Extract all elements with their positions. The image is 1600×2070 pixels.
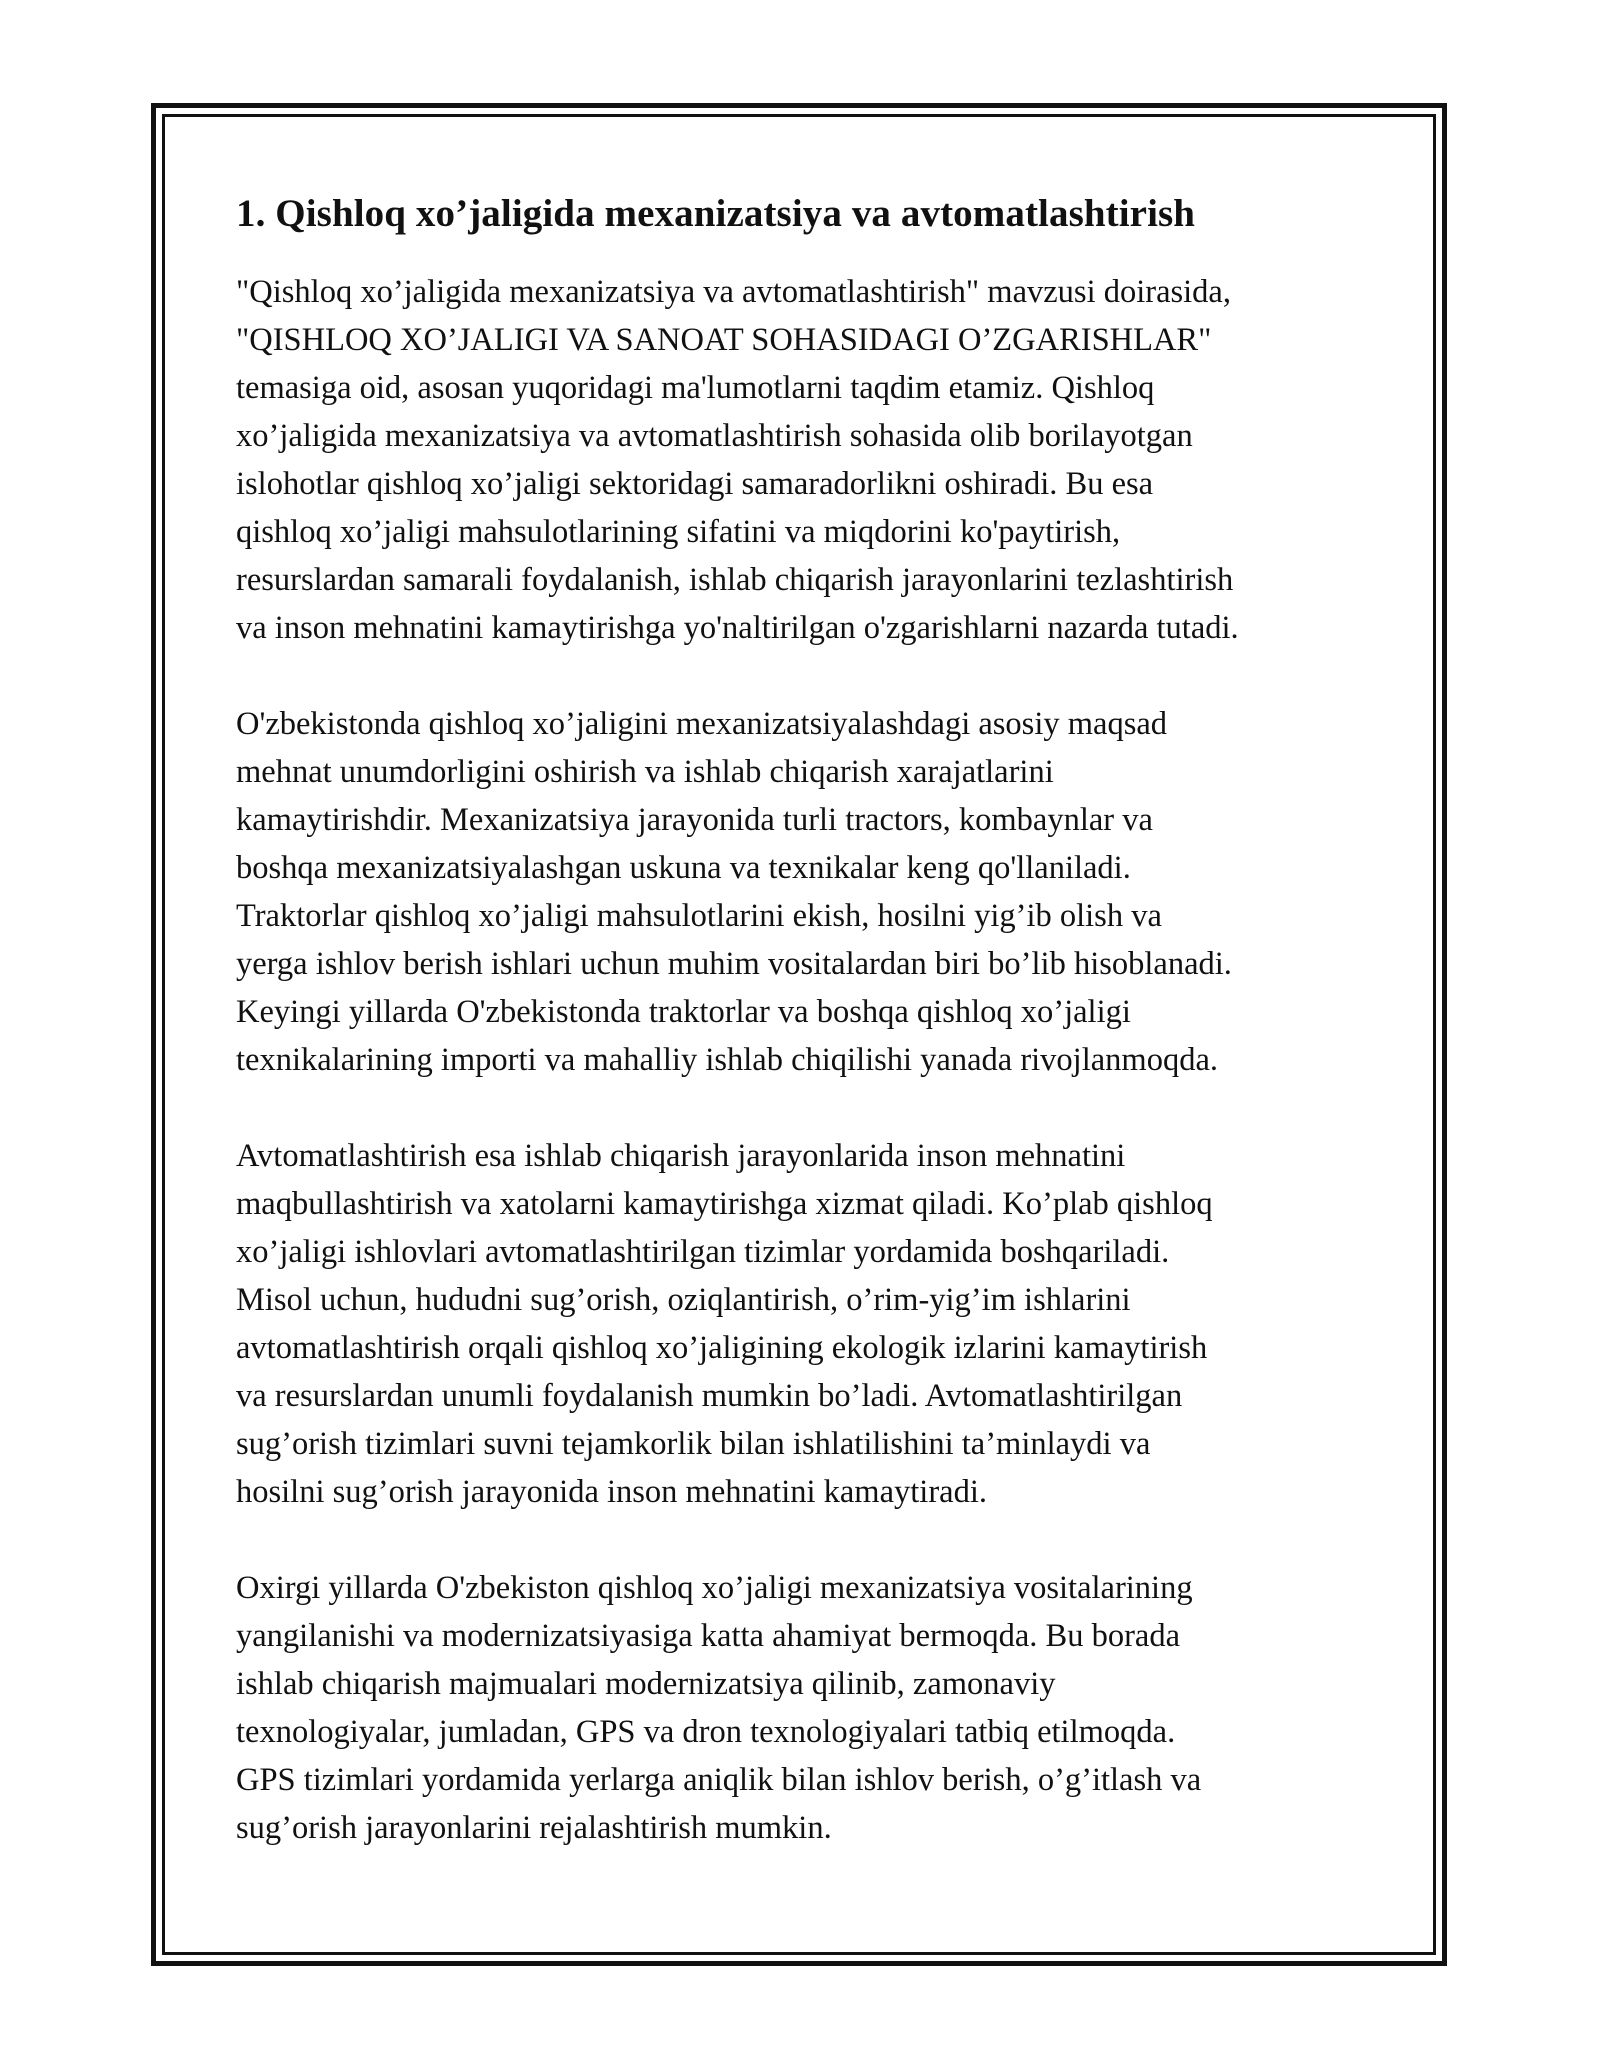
text-line: va resurslardan unumli foydalanish mumkin bo’ladi. Avtomatlashtirilgan <box>236 1378 1183 1414</box>
document-body <box>236 188 1386 1900</box>
paragraph-2 <box>236 700 1386 1084</box>
text-line: avtomatlashtirish orqali qishloq xo’jaligining ekologik izlarini kamaytirish <box>236 1330 1208 1366</box>
text-line: Misol uchun, hududni sug’orish, oziqlantirish, o’rim-yig’im ishlarini <box>236 1282 1131 1318</box>
text-line: yerga ishlov berish ishlari uchun muhim vositalardan biri bo’lib hisoblanadi. <box>236 946 1232 982</box>
text-line: Avtomatlashtirish esa ishlab chiqarish jarayonlarida inson mehnatini <box>236 1138 1126 1174</box>
paragraph-4 <box>236 1564 1386 1852</box>
text-line: islohotlar qishloq xo’jaligi sektoridagi samaradorlikni oshiradi. Bu esa <box>236 466 1154 502</box>
text-line: ishlab chiqarish majmualari modernizatsiya qilinib, zamonaviy <box>236 1666 1056 1702</box>
text-line: hosilni sug’orish jarayonida inson mehnatini kamaytiradi. <box>236 1474 987 1510</box>
text-line: Oxirgi yillarda O'zbekiston qishloq xo’jaligi mexanizatsiya vositalarining <box>236 1570 1193 1606</box>
text-line: texnikalarining importi va mahalliy ishlab chiqilishi yanada rivojlanmoqda. <box>236 1042 1218 1078</box>
text-line: O'zbekistonda qishloq xo’jaligini mexanizatsiyalashdagi asosiy maqsad <box>236 706 1168 742</box>
text-line: xo’jaligi ishlovlari avtomatlashtirilgan tizimlar yordamida boshqariladi. <box>236 1234 1170 1270</box>
text-line: maqbullashtirish va xatolarni kamaytirishga xizmat qiladi. Ko’plab qishloq <box>236 1186 1213 1222</box>
paragraph-3 <box>236 1132 1386 1516</box>
text-line: xo’jaligida mexanizatsiya va avtomatlashtirish sohasida olib borilayotgan <box>236 418 1193 454</box>
text-line: boshqa mexanizatsiyalashgan uskuna va texnikalar keng qo'llaniladi. <box>236 850 1131 886</box>
text-line: yangilanishi va modernizatsiyasiga katta ahamiyat bermoqda. Bu borada <box>236 1618 1181 1654</box>
text-line: sug’orish tizimlari suvni tejamkorlik bilan ishlatilishini ta’minlaydi va <box>236 1426 1151 1462</box>
section-heading: 1. Qishloq xo’jaligida mexanizatsiya va avtomatlashtirish <box>236 192 1196 235</box>
text-line: texnologiyalar, jumladan, GPS va dron texnologiyalari tatbiq etilmoqda. <box>236 1714 1176 1750</box>
text-line: qishloq xo’jaligi mahsulotlarining sifatini va miqdorini ko'paytirish, <box>236 514 1121 550</box>
text-line: "Qishloq xo’jaligida mexanizatsiya va avtomatlashtirish" mavzusi doirasida, <box>236 274 1231 310</box>
text-line: kamaytirishdir. Mexanizatsiya jarayonida turli tractors, kombaynlar va <box>236 802 1153 838</box>
text-line: Keyingi yillarda O'zbekistonda traktorlar va boshqa qishloq xo’jaligi <box>236 994 1131 1030</box>
text-line: va inson mehnatini kamaytirishga yo'naltirilgan o'zgarishlarni nazarda tutadi. <box>236 610 1239 646</box>
text-line: GPS tizimlari yordamida yerlarga aniqlik bilan ishlov berish, o’g’itlash va <box>236 1762 1202 1798</box>
text-line: "QISHLOQ XO’JALIGI VA SANOAT SOHASIDAGI O’ZGARISHLAR" <box>236 322 1212 358</box>
text-line: resurslardan samarali foydalanish, ishlab chiqarish jarayonlarini tezlashtirish <box>236 562 1234 598</box>
text-line: sug’orish jarayonlarini rejalashtirish mumkin. <box>236 1810 832 1846</box>
text-line: temasiga oid, asosan yuqoridagi ma'lumotlarni taqdim etamiz. Qishloq <box>236 370 1155 406</box>
text-line: mehnat unumdorligini oshirish va ishlab chiqarish xarajatlarini <box>236 754 1054 790</box>
paragraph-1 <box>236 268 1386 652</box>
text-line: Traktorlar qishloq xo’jaligi mahsulotlarini ekish, hosilni yig’ib olish va <box>236 898 1162 934</box>
